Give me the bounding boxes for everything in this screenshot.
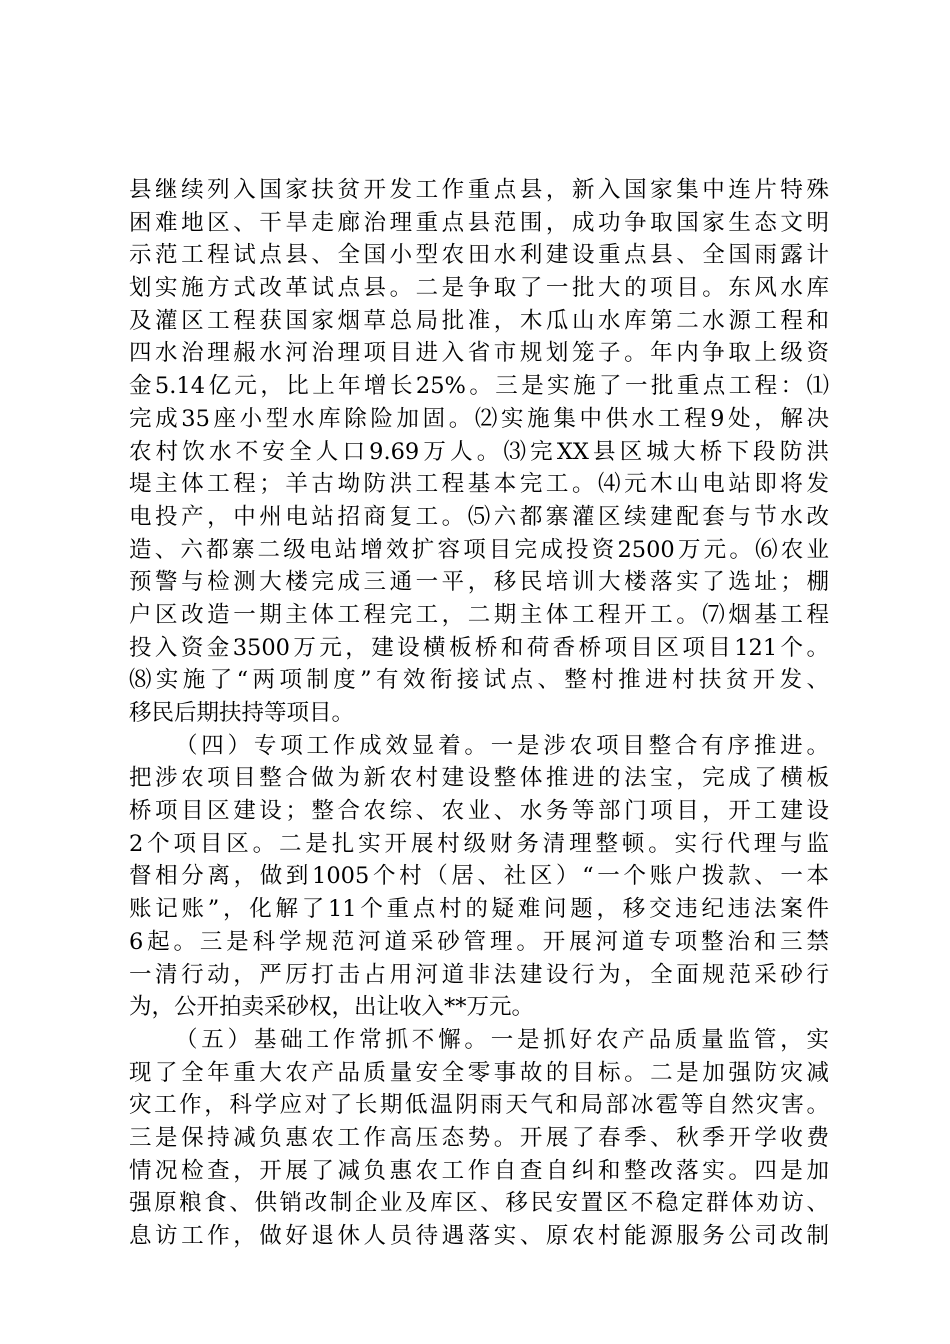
text-line: 移民后期扶持等项目。 bbox=[129, 700, 355, 726]
section-heading-line: （四）专项工作成效显着。一是涉农项目整合有序推进。 bbox=[175, 732, 829, 759]
text-line: 划实施方式改革试点县。二是争取了一批大的项目。东风水库 bbox=[129, 275, 829, 302]
text-line: 预警与检测大楼完成三通一平，移民培训大楼落实了选址；棚 bbox=[129, 569, 829, 596]
text-line: 四水治理赧水河治理项目进入省市规划笼子。年内争取上级资 bbox=[129, 340, 829, 367]
text-line: 桥项目区建设；整合农综、农业、水务等部门项目，开工建设 bbox=[129, 798, 829, 825]
text-line: ⑻实施了“两项制度”有效衔接试点、整村推进村扶贫开发、 bbox=[129, 667, 829, 694]
text-line: 一清行动，严厉打击占用河道非法建设行为，全面规范采砂行 bbox=[129, 961, 829, 988]
section-heading-line: （五）基础工作常抓不懈。一是抓好农产品质量监管，实 bbox=[175, 1026, 829, 1053]
text-line: 2个项目区。二是扎实开展村级财务清理整顿。实行代理与监 bbox=[129, 830, 829, 857]
text-line: 现了全年重大农产品质量安全零事故的目标。二是加强防灾减 bbox=[129, 1059, 829, 1086]
text-line: 账记账”，化解了11个重点村的疑难问题，移交违纪违法案件 bbox=[129, 896, 829, 923]
text-line: 电投产，中州电站招商复工。⑸六都寨灌区续建配套与节水改 bbox=[129, 503, 829, 530]
text-line: 6起。三是科学规范河道采砂管理。开展河道专项整治和三禁 bbox=[129, 928, 829, 955]
text-line: 示范工程试点县、全国小型农田水利建设重点县、全国雨露计 bbox=[129, 242, 829, 269]
text-line: 把涉农项目整合做为新农村建设整体推进的法宝，完成了横板 bbox=[129, 765, 829, 792]
text-line: 息访工作，做好退休人员待遇落实、原农村能源服务公司改制 bbox=[129, 1223, 829, 1249]
text-line: 情况检查，开展了减负惠农工作自查自纠和整改落实。四是加 bbox=[129, 1157, 829, 1184]
text-line: 农村饮水不安全人口9.69万人。⑶完XX县区城大桥下段防洪 bbox=[129, 438, 829, 465]
text-line: 督相分离，做到1005个村（居、社区）“一个账户拨款、一本 bbox=[129, 863, 829, 890]
body-text bbox=[129, 174, 829, 1253]
text-line: 堤主体工程；羊古坳防洪工程基本完工。⑷元木山电站即将发 bbox=[129, 471, 829, 498]
text-line: 困难地区、干旱走廊治理重点县范围，成功争取国家生态文明 bbox=[129, 209, 829, 236]
text-line: 造、六都寨二级电站增效扩容项目完成投资2500万元。⑹农业 bbox=[129, 536, 829, 563]
text-line: 为，公开拍卖采砂权，出让收入**万元。 bbox=[129, 994, 535, 1021]
text-line: 户区改造一期主体工程完工，二期主体工程开工。⑺烟基工程 bbox=[129, 601, 829, 628]
text-line: 强原粮食、供销改制企业及库区、移民安置区不稳定群体劝访、 bbox=[129, 1190, 829, 1217]
text-line: 灾工作，科学应对了长期低温阴雨天气和局部冰雹等自然灾害。 bbox=[129, 1092, 829, 1119]
text-line: 县继续列入国家扶贫开发工作重点县，新入国家集中连片特殊 bbox=[129, 177, 829, 203]
text-line: 金5.14亿元，比上年增长25%。三是实施了一批重点工程：⑴ bbox=[129, 373, 829, 400]
text-line: 完成35座小型水库除险加固。⑵实施集中供水工程9处，解决 bbox=[129, 405, 829, 432]
text-line: 及灌区工程获国家烟草总局批准，木瓜山水库第二水源工程和 bbox=[129, 307, 829, 334]
text-line: 三是保持减负惠农工作高压态势。开展了春季、秋季开学收费 bbox=[129, 1124, 829, 1151]
text-line: 投入资金3500万元，建设横板桥和荷香桥项目区项目121个。 bbox=[129, 634, 829, 661]
